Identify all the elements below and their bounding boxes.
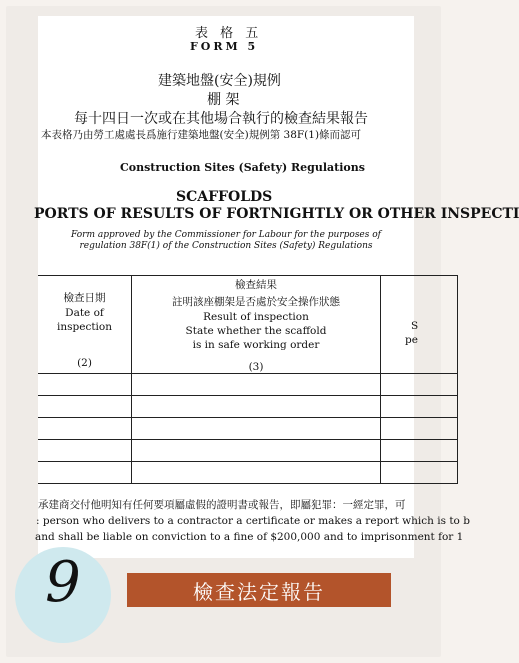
report-title-cn: 每十四日一次或在其他場合執行的檢查結果報告 (74, 111, 368, 127)
header-signature-partial: S pe (381, 276, 458, 374)
approval-text-en-1: Form approved by the Commissioner for Labour for the purposes of (70, 230, 381, 240)
inspection-table (38, 275, 458, 484)
step-number: 9 (45, 550, 81, 615)
legal-footnote: 承建商交付他明知有任何要項屬虛假的證明書或報告，即屬犯罪：一經定罪，可 : person who delivers to a contractor a certificate or makes a report which is to b and shall be liable on conviction to a fine of $200,000 and to imprisonment for 1 (35, 499, 470, 543)
table-row (38, 396, 132, 418)
table-row (38, 418, 132, 440)
approval-text-en-2: regulation 38F(1) of the Construction Sites (Safety) Regulations (79, 241, 373, 251)
table-row (38, 462, 132, 484)
regulation-title-en: Construction Sites (Safety) Regulations (120, 161, 365, 174)
header-date-of-inspection: 檢查日期 Date of inspection (2) (38, 276, 132, 374)
approval-text-cn: 本表格乃由勞工處處長爲施行建築地盤(安全)規例第 38F(1)條而認可 (41, 129, 362, 141)
table-row (38, 440, 132, 462)
step-label-banner: 檢查法定報告 (127, 573, 391, 607)
form-title-cn: 表 格 五 (195, 26, 263, 41)
scaffold-title-cn: 棚 架 (207, 92, 240, 108)
scaffold-title-en: SCAFFOLDS (176, 189, 273, 205)
header-result-of-inspection: 檢查結果 註明該座棚架是否處於安全操作狀態 Result of inspection State whether the scaffold is in safe working order (3) (132, 276, 381, 374)
form-title-en: FORM 5 (190, 40, 259, 53)
form-document-image (34, 16, 519, 558)
table-row (38, 374, 132, 396)
regulation-title-cn: 建築地盤(安全)規例 (158, 73, 281, 89)
report-title-en: PORTS OF RESULTS OF FORTNIGHTLY OR OTHER INSPECTI (34, 206, 519, 222)
